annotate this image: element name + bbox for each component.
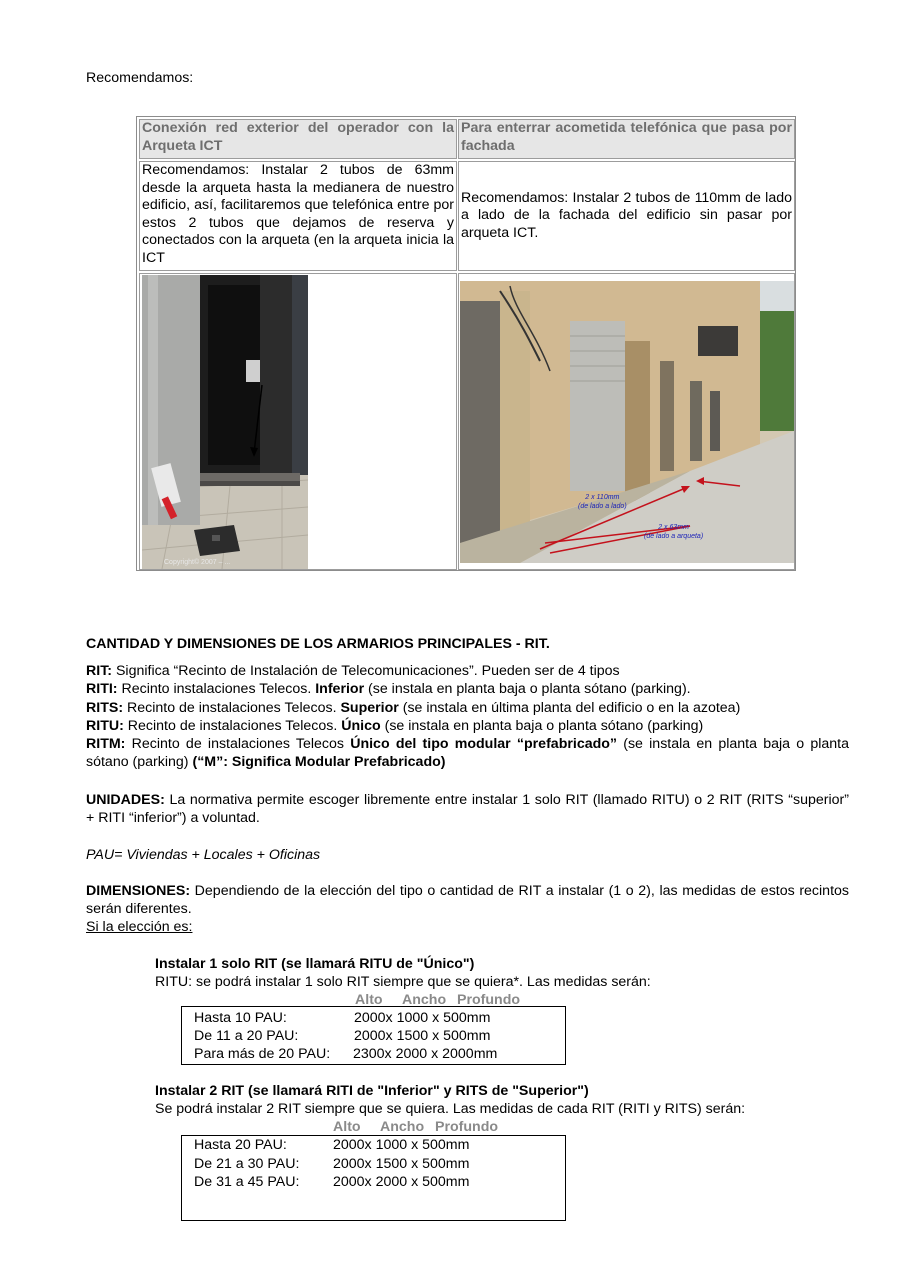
rit-text: Significa “Recinto de Instalación de Telecomunicaciones”. Pueden ser de 4 tipos bbox=[112, 663, 620, 679]
pau-definition: PAU= Viviendas + Locales + Oficinas bbox=[86, 847, 321, 863]
unidades-paragraph bbox=[86, 791, 849, 828]
option-2-row-2-value: 2000x 1500 x 500mm bbox=[333, 1156, 470, 1172]
rit-definitions bbox=[86, 662, 849, 772]
table-cell-fachada bbox=[458, 161, 795, 271]
riti-label: RITI: bbox=[86, 681, 118, 698]
table-cell-exterior bbox=[139, 161, 457, 271]
option-2-row-3-value: 2000x 2000 x 500mm bbox=[333, 1174, 470, 1190]
photo-arqueta-illustration bbox=[142, 275, 308, 569]
option-2-row-3-label: De 31 a 45 PAU: bbox=[194, 1174, 300, 1190]
option-2-title: Instalar 2 RIT (se llamará RITI de "Inferior" y RITS de "Superior") bbox=[155, 1083, 589, 1099]
rits-text-a: Recinto de instalaciones Telecos. bbox=[123, 699, 341, 716]
option-1-col-alto: Alto bbox=[355, 992, 383, 1008]
option-2-row-2-label: De 21 a 30 PAU: bbox=[194, 1156, 300, 1172]
section-title: CANTIDAD Y DIMENSIONES DE LOS ARMARIOS PRINCIPALES - RIT. bbox=[86, 636, 550, 652]
photo-2-label-63-b: (de lado a arqueta) bbox=[644, 533, 704, 540]
option-1-row-3-value: 2300x 2000 x 2000mm bbox=[353, 1046, 498, 1062]
ritm-label: RITM: bbox=[86, 736, 126, 753]
dimensiones-paragraph bbox=[86, 882, 849, 919]
photo-fachada-tubos bbox=[460, 281, 794, 563]
cell-exterior-text: Recomendamos: Instalar 2 tubos de 63mm desde la arqueta hasta la medianera de nuestro edificio, así, facilitaremos que telefónica entre por estos 2 tubos que dejamos de reserva y conectados con la arqueta (en la arqueta inicia la ICT bbox=[142, 162, 454, 266]
photo-2-label-110-a: 2 x 110mm bbox=[585, 494, 620, 501]
photo-1-watermark: Copyright© 2007 – ... bbox=[164, 559, 231, 566]
riti-text-b: Inferior bbox=[315, 681, 365, 698]
photo-2-label-110-b: (de lado a lado) bbox=[578, 503, 627, 510]
rits-line bbox=[86, 699, 849, 717]
option-1-row-2-value: 2000x 1500 x 500mm bbox=[354, 1028, 491, 1044]
option-1-description: RITU: se podrá instalar 1 solo RIT siempre que se quiera*. Las medidas serán: bbox=[155, 974, 651, 990]
eleccion-label: Si la elección es: bbox=[86, 919, 193, 935]
option-1-col-profundo: Profundo bbox=[457, 992, 521, 1008]
option-2-col-profundo: Profundo bbox=[435, 1119, 499, 1135]
option-1-dimensions-box bbox=[181, 1006, 566, 1065]
option-2-dimensions-box bbox=[181, 1135, 566, 1221]
option-2-description: Se podrá instalar 2 RIT siempre que se quiera. Las medidas de cada RIT (RITI y RITS) serán: bbox=[155, 1101, 746, 1117]
rit-line bbox=[86, 662, 849, 680]
ritu-text-c: (se instala en planta baja o planta sótano (parking) bbox=[380, 717, 704, 734]
table-header-fachada bbox=[458, 119, 795, 159]
header-exterior-text: Conexión red exterior del operador con la Arqueta ICT bbox=[142, 120, 454, 154]
option-1-row-3-label: Para más de 20 PAU: bbox=[194, 1046, 331, 1062]
riti-line bbox=[86, 680, 849, 698]
cell-fachada-text: Recomendamos: Instalar 2 tubos de 110mm de lado a lado de la fachada del edificio sin pasar por arqueta ICT. bbox=[461, 189, 792, 241]
photo-2-label-63 bbox=[644, 523, 703, 541]
riti-text-a: Recinto instalaciones Telecos. bbox=[117, 681, 316, 698]
table-header-exterior bbox=[139, 119, 457, 159]
dimensiones-label: DIMENSIONES: bbox=[86, 883, 191, 899]
option-2-row-1-value: 2000x 1000 x 500mm bbox=[333, 1137, 470, 1153]
dimensiones-text: Dependiendo de la elección del tipo o cantidad de RIT a instalar (1 o 2), las medidas de estos recintos serán diferentes. bbox=[86, 883, 849, 918]
ritm-text-d: (“M”: Significa Modular Prefabricado) bbox=[192, 754, 446, 771]
option-2-row-1-label: Hasta 20 PAU: bbox=[194, 1137, 287, 1153]
rits-text-b: Superior bbox=[340, 699, 399, 716]
photo-2-label-110 bbox=[578, 493, 627, 511]
ritm-line bbox=[86, 735, 849, 772]
photo-arqueta-entrance bbox=[142, 275, 308, 569]
option-1-col-ancho: Ancho bbox=[402, 992, 447, 1008]
intro-text: Recomendamos: bbox=[86, 70, 194, 86]
option-1-row-2-label: De 11 a 20 PAU: bbox=[194, 1028, 299, 1044]
ritm-text-a: Recinto de instalaciones Telecos bbox=[125, 736, 351, 753]
rits-label: RITS: bbox=[86, 699, 124, 716]
ritu-line bbox=[86, 717, 849, 735]
header-fachada-text: Para enterrar acometida telefónica que pasa por fachada bbox=[461, 120, 792, 154]
unidades-text: La normativa permite escoger libremente entre instalar 1 solo RIT (llamado RITU) o 2 RIT (RITS “superior” + RITI “inferior”) a voluntad. bbox=[86, 792, 849, 827]
ritu-text-a: Recinto de instalaciones Telecos. bbox=[123, 717, 342, 734]
rit-label: RIT: bbox=[86, 663, 113, 679]
riti-text-c: (se instala en planta baja o planta sótano (parking). bbox=[364, 681, 691, 698]
photo-fachada-illustration bbox=[460, 281, 794, 563]
option-1-row-1-value: 2000x 1000 x 500mm bbox=[354, 1010, 491, 1026]
ritu-label: RITU: bbox=[86, 717, 124, 734]
unidades-label: UNIDADES: bbox=[86, 792, 165, 808]
option-1-title: Instalar 1 solo RIT (se llamará RITU de "Único") bbox=[155, 956, 475, 972]
option-1-row-1-label: Hasta 10 PAU: bbox=[194, 1010, 287, 1026]
ritm-text-c: (se instala en planta baja o planta sótano (parking) bbox=[86, 736, 850, 771]
ritu-text-b: Único bbox=[341, 717, 381, 734]
photo-2-label-63-a: 2 x 63mm bbox=[658, 524, 689, 531]
ritm-text-b: Único del tipo modular “prefabricado” bbox=[350, 736, 618, 753]
option-2-col-ancho: Ancho bbox=[380, 1119, 425, 1135]
option-2-col-alto: Alto bbox=[333, 1119, 361, 1135]
rits-text-c: (se instala en última planta del edificio o en la azotea) bbox=[398, 699, 741, 716]
